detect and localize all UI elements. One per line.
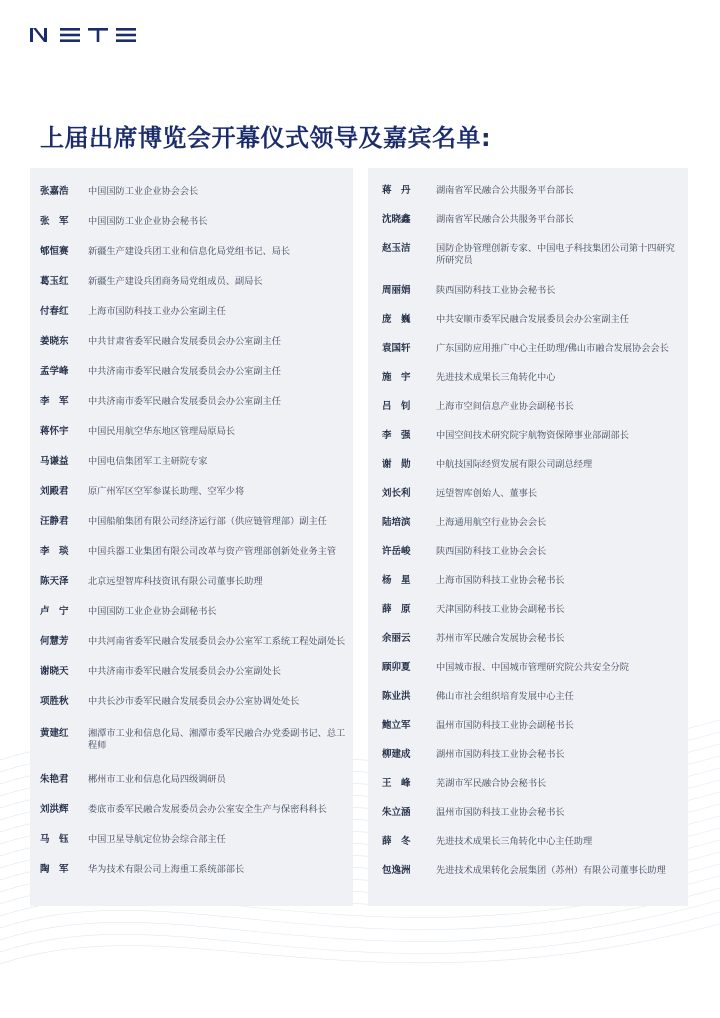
guest-title: 中国兵器工业集团有限公司改革与资产管理部创新处业务主管 [88, 546, 337, 557]
guest-title: 上海市空间信息产业协会副秘书长 [436, 401, 574, 412]
guest-name: 付春红 [40, 306, 69, 317]
guest-title: 广东国防应用推广中心主任助理/佛山市融合发展协会会长 [436, 343, 669, 354]
guest-name: 杨 星 [382, 575, 411, 586]
guest-row [30, 774, 353, 786]
guest-title: 中国空间技术研究院宇航物资保障事业部副部长 [436, 430, 629, 441]
guest-title: 温州市国防科技工业协会秘书长 [436, 807, 565, 818]
guest-row [368, 720, 688, 732]
guest-name: 李 强 [382, 430, 411, 441]
guest-row [368, 807, 688, 819]
guest-row [368, 633, 688, 645]
guest-name: 卢 宁 [40, 606, 69, 617]
guest-title: 中国城市报、中国城市管理研究院公共安全分院 [436, 662, 629, 673]
guest-name: 赵玉洁 [382, 243, 411, 254]
guest-title: 先进技术成果转化会展集团（苏州）有限公司董事长助理 [436, 865, 666, 876]
guest-title: 先进技术成果长三角转化中心主任助理 [436, 836, 593, 847]
guest-row [368, 662, 688, 674]
guest-row [30, 696, 353, 708]
guest-name: 王 峰 [382, 778, 411, 789]
guest-name: 余丽云 [382, 633, 411, 644]
guest-row [368, 488, 688, 500]
guest-name: 顾卯夏 [382, 662, 411, 673]
guest-title: 佛山市社会组织培育发展中心主任 [436, 691, 574, 702]
guest-name: 柳建成 [382, 749, 411, 760]
guest-title: 湖南省军民融合公共服务平台部长 [436, 185, 574, 196]
guest-title: 中共济南市委军民融合发展委员会办公室副处长 [88, 666, 281, 677]
guest-name: 蒋 丹 [382, 185, 411, 196]
guest-row [368, 865, 688, 877]
guest-row [30, 456, 353, 468]
guest-row [368, 778, 688, 790]
guest-name: 何慧芳 [40, 636, 69, 647]
guest-name: 朱立涵 [382, 807, 411, 818]
guest-title: 天津国防科技工业协会副秘书长 [436, 604, 565, 615]
guest-row [368, 459, 688, 471]
guest-name: 沈晓鑫 [382, 214, 411, 225]
guest-name: 许岳峻 [382, 546, 411, 557]
guest-name: 谢晓天 [40, 666, 69, 677]
guest-title: 中共甘肃省委军民融合发展委员会办公室副主任 [88, 336, 281, 347]
guest-name: 张 军 [40, 216, 69, 227]
guest-row [368, 185, 688, 197]
guest-name: 蒋怀宇 [40, 426, 69, 437]
guest-title: 远望智库创始人、董事长 [436, 488, 538, 499]
guest-title: 温州市国防科技工业协会副秘书长 [436, 720, 574, 731]
guest-name: 谢 勋 [382, 459, 411, 470]
guest-row [30, 546, 353, 558]
guest-row [30, 804, 353, 816]
page-title: 上届出席博览会开幕仪式领导及嘉宾名单: [40, 124, 492, 152]
guest-name: 马谦益 [40, 456, 69, 467]
guest-row [368, 243, 688, 267]
guest-name: 郇恒赛 [40, 246, 69, 257]
guest-name: 孟学峰 [40, 366, 69, 377]
guest-row [368, 372, 688, 384]
guest-name: 庞 巍 [382, 314, 411, 325]
guest-row [368, 604, 688, 616]
guest-title: 中国民用航空华东地区管理局原局长 [88, 426, 235, 437]
guest-row [368, 285, 688, 297]
guest-title: 中国船舶集团有限公司经济运行部（供应链管理部）副主任 [88, 516, 327, 527]
guest-name: 刘洪辉 [40, 804, 69, 815]
guest-title: 中国国防工业企业协会会长 [88, 186, 199, 197]
guest-title: 北京远望智库科技资讯有限公司董事长助理 [88, 576, 263, 587]
guest-name: 薛 原 [382, 604, 411, 615]
guest-row [368, 314, 688, 326]
guest-title: 中航技国际经贸发展有限公司副总经理 [436, 459, 593, 470]
guest-name: 陆培滨 [382, 517, 411, 528]
guest-row [30, 306, 353, 318]
guest-name: 项胜秋 [40, 696, 69, 707]
guest-row [30, 516, 353, 528]
guest-title: 新疆生产建设兵团工业和信息化局党组书记、局长 [88, 246, 291, 257]
guest-row [368, 691, 688, 703]
guest-row [30, 576, 353, 588]
guest-title: 陕西国防科技工业协会秘书长 [436, 285, 556, 296]
guest-name: 陈天泽 [40, 576, 69, 587]
right-guest-list [368, 168, 688, 906]
guest-row [30, 606, 353, 618]
guest-title: 湘潭市工业和信息化局、湘潭市委军民融合办党委副书记、总工程师 [88, 728, 346, 751]
guest-title: 苏州市军民融合发展协会秘书长 [436, 633, 565, 644]
guest-name: 朱艳君 [40, 774, 69, 785]
guest-title: 中共济南市委军民融合发展委员会办公室副主任 [88, 366, 281, 377]
guest-name: 李 琰 [40, 546, 69, 557]
guest-row [368, 401, 688, 413]
guest-title: 娄底市委军民融合发展委员会办公室安全生产与保密科科长 [88, 804, 327, 815]
guest-title: 上海通用航空行业协会会长 [436, 517, 547, 528]
guest-name: 鲍立军 [382, 720, 411, 731]
guest-title: 中国电信集团军工主研院专家 [88, 456, 208, 467]
guest-title: 陕西国防科技工业协会会长 [436, 546, 547, 557]
guest-row [368, 214, 688, 226]
guest-row [30, 486, 353, 498]
guest-row [30, 186, 353, 198]
guest-row [30, 396, 353, 408]
guest-row [30, 246, 353, 258]
guest-title: 中共河南省委军民融合发展委员会办公室军工系统工程处副处长 [88, 636, 346, 647]
guest-title: 中共长沙市委军民融合发展委员会办公室协调处处长 [88, 696, 300, 707]
guest-row [30, 864, 353, 876]
guest-title: 中国卫星导航定位协会综合部主任 [88, 834, 226, 845]
guest-name: 刘殿君 [40, 486, 69, 497]
guest-title: 原广州军区空军参谋长助理、空军少将 [88, 486, 245, 497]
guest-name: 施 宇 [382, 372, 411, 383]
guest-name: 袁国轩 [382, 343, 411, 354]
left-guest-panel [30, 168, 353, 906]
guest-row [30, 276, 353, 288]
guest-name: 马 钰 [40, 834, 69, 845]
guest-name: 陈业洪 [382, 691, 411, 702]
guest-name: 周丽娟 [382, 285, 411, 296]
guest-title: 郴州市工业和信息化局四级调研员 [88, 774, 226, 785]
guest-title: 中共安顺市委军民融合发展委员会办公室副主任 [436, 314, 629, 325]
guest-name: 汪静君 [40, 516, 69, 527]
guest-row [368, 836, 688, 848]
guest-title: 中国国防工业企业协会秘书长 [88, 216, 208, 227]
guest-title: 上海市国防科技工业协会秘书长 [436, 575, 565, 586]
guest-name: 葛玉红 [40, 276, 69, 287]
guest-title: 中国国防工业企业协会副秘书长 [88, 606, 217, 617]
guest-title: 湖南省军民融合公共服务平台部长 [436, 214, 574, 225]
guest-name: 刘长利 [382, 488, 411, 499]
guest-name: 吕 钊 [382, 401, 411, 412]
guest-row [368, 749, 688, 761]
guest-row [368, 575, 688, 587]
guest-row [30, 834, 353, 846]
guest-name: 姜晓东 [40, 336, 69, 347]
left-guest-list [30, 168, 353, 906]
guest-row [30, 636, 353, 648]
guest-row [368, 430, 688, 442]
guest-row [30, 336, 353, 348]
guest-title: 芜湖市军民融合协会秘书长 [436, 778, 547, 789]
guest-row [30, 426, 353, 438]
nete-logo [30, 26, 140, 44]
guest-name: 薛 冬 [382, 836, 411, 847]
guest-title: 先进技术成果长三角转化中心 [436, 372, 556, 383]
guest-title: 中共济南市委军民融合发展委员会办公室副主任 [88, 396, 281, 407]
guest-row [368, 517, 688, 529]
guest-title: 新疆生产建设兵团商务局党组成员、副局长 [88, 276, 263, 287]
guest-title: 上海市国防科技工业办公室副主任 [88, 306, 226, 317]
guest-title: 国防企协管理创新专家、中国电子科技集团公司第十四研究所研究员 [436, 243, 675, 266]
guest-title: 华为技术有限公司上海重工系统部部长 [88, 864, 245, 875]
guest-title: 湖州市国防科技工业协会秘书长 [436, 749, 565, 760]
guest-name: 李 军 [40, 396, 69, 407]
guest-name: 陶 军 [40, 864, 69, 875]
guest-row [368, 343, 688, 355]
guest-row [30, 666, 353, 678]
guest-row [30, 216, 353, 228]
guest-name: 黄建红 [40, 728, 69, 739]
guest-name: 张嘉浩 [40, 186, 69, 197]
guest-name: 包逸洲 [382, 865, 411, 876]
right-guest-panel [368, 168, 688, 906]
guest-row [30, 728, 353, 752]
guest-row [30, 366, 353, 378]
guest-row [368, 546, 688, 558]
